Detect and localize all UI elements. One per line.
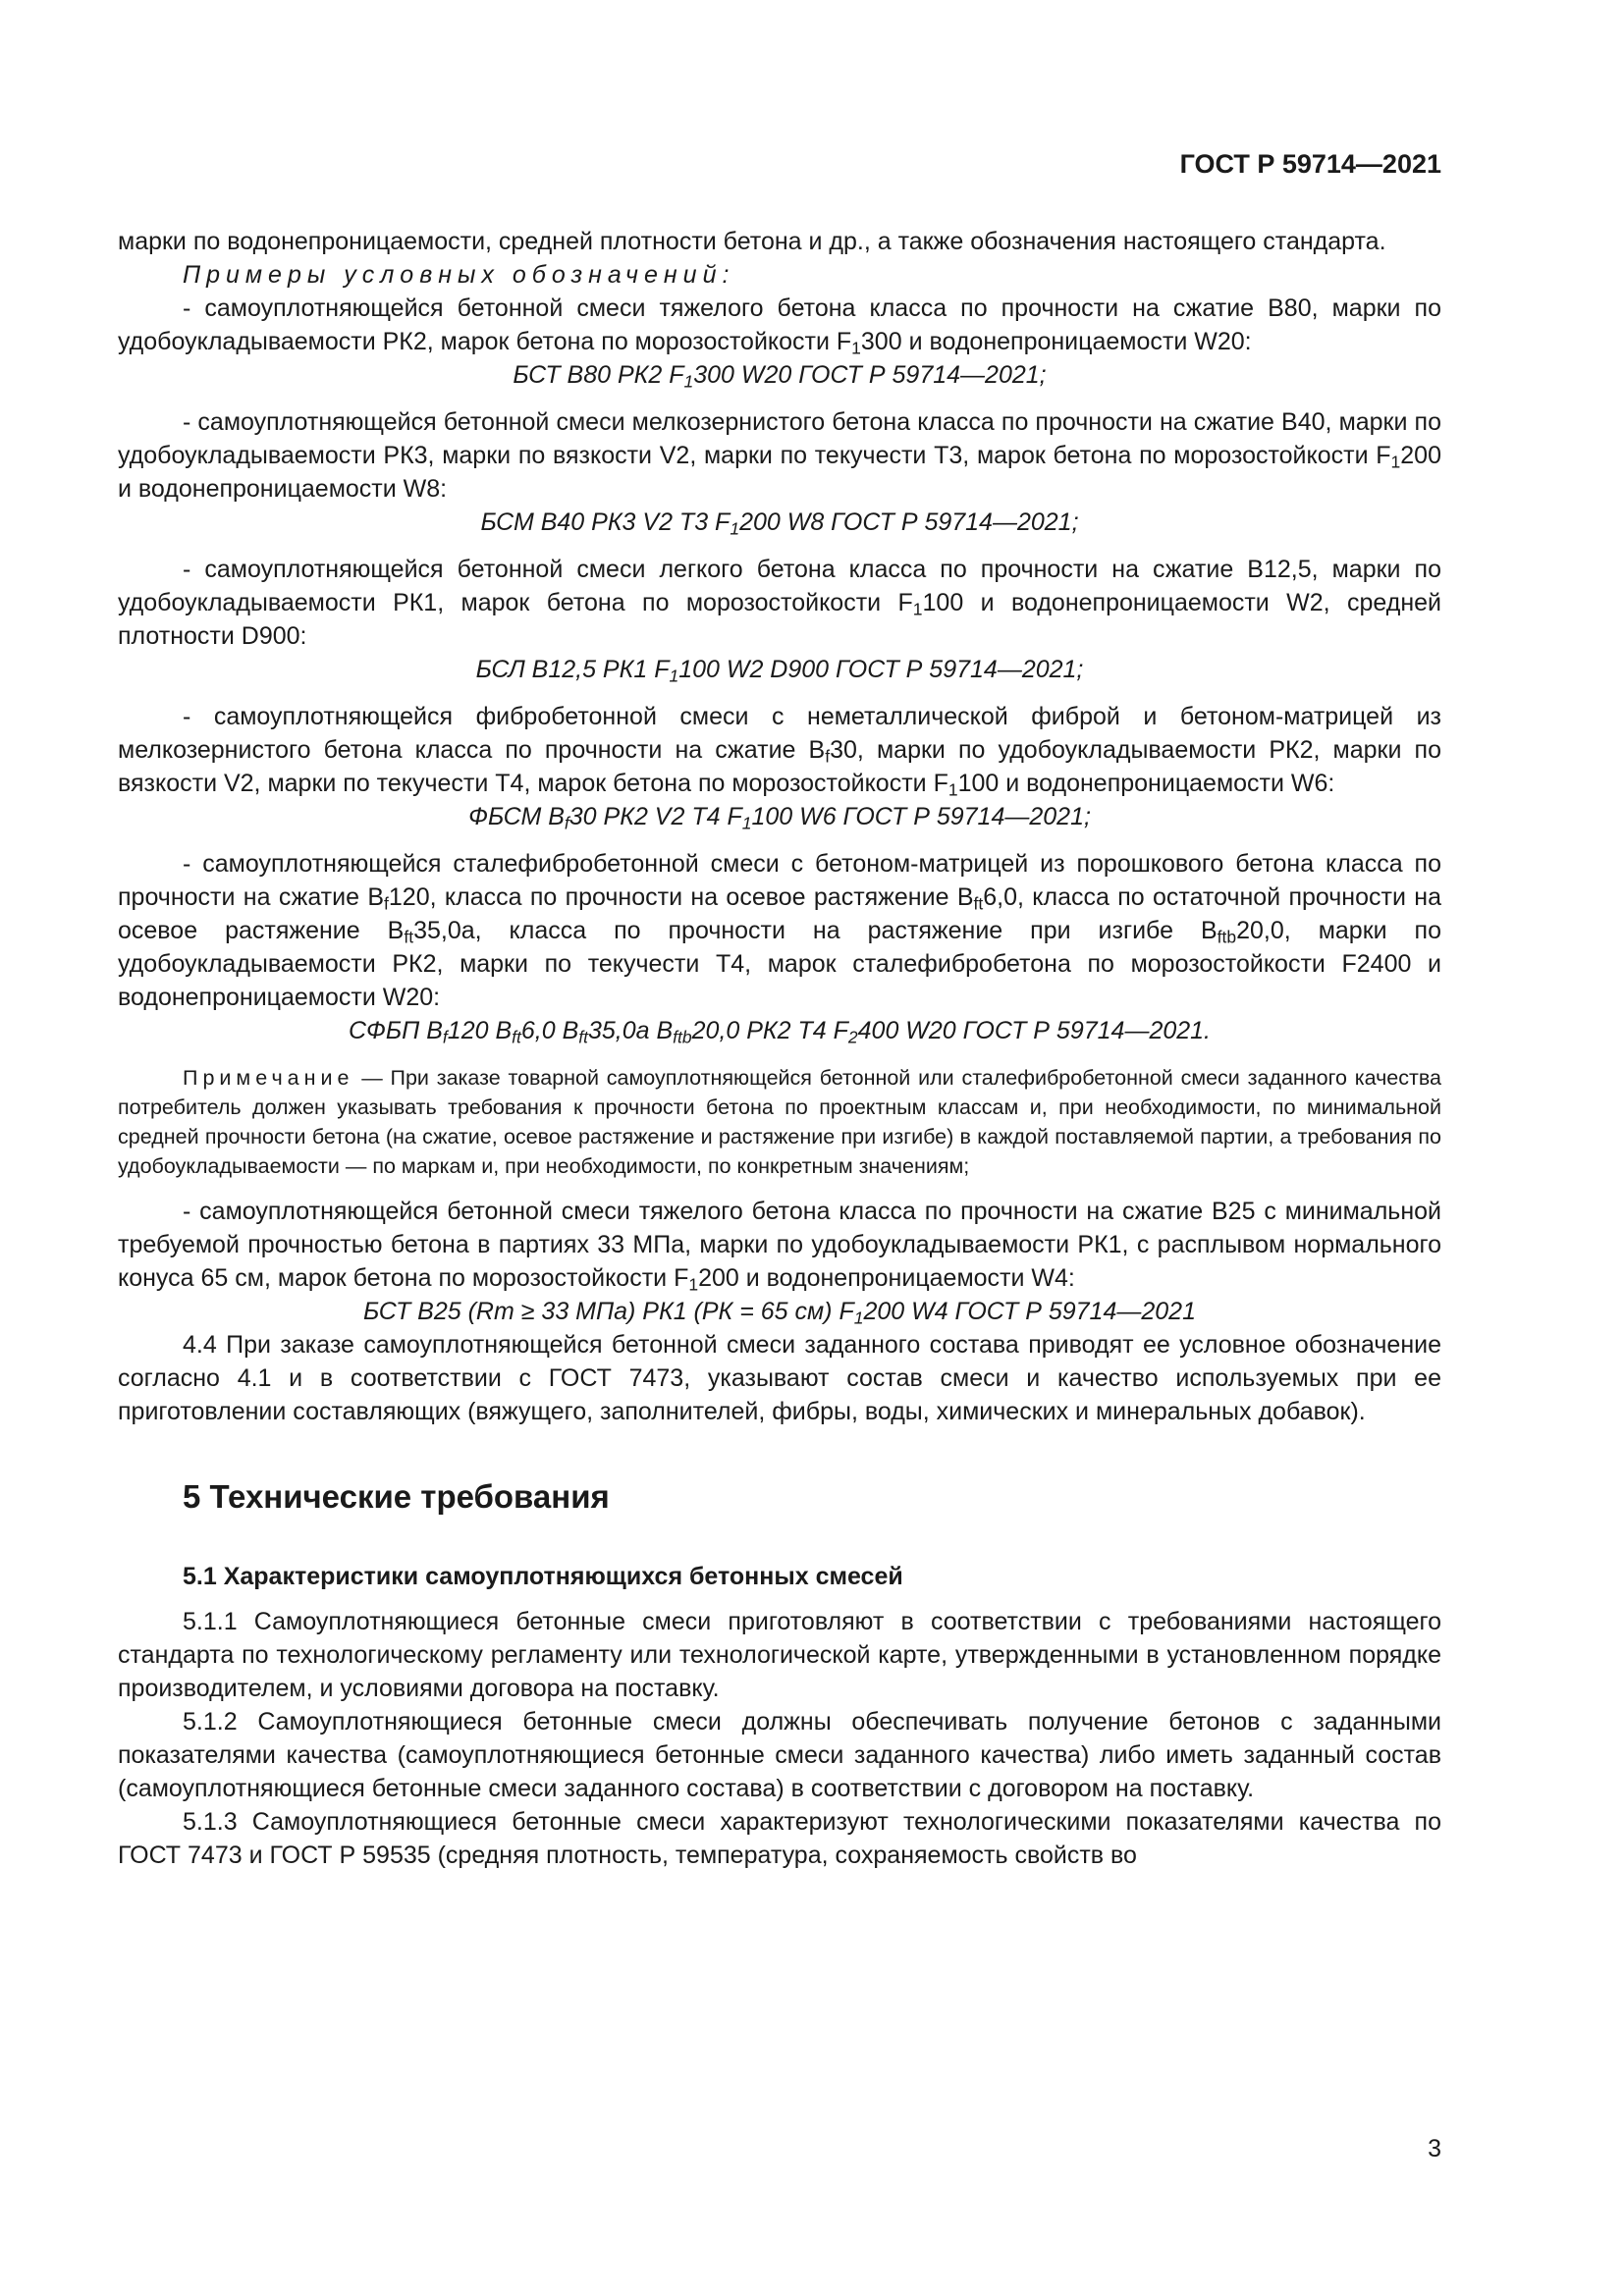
example-2-formula: БСМ B40 РК3 V2 Т3 $F_1200$ W8 ГОСТ Р 59714—2021; — [480, 508, 1079, 539]
example-4-formula: ФБСМ $B_f30$ РК2 V2 Т4 $F_1100$ W6 ГОСТ Р 59714—2021; — [468, 803, 1091, 833]
example-6-text: - самоуплотняющейся бетонной смеси тяжелого бетона класса по прочности на сжатие B25 с минимальной требуемой прочностью бетона в партиях 33 МПа, марки по удобоукладываемости РК1, с расплывом нормального конуса 65 см, марок бетона по морозостойкости $F_1200$ и водонепроницаемости W4: — [118, 1198, 1441, 1295]
example-1-text: - самоуплотняющейся бетонной смеси тяжелого бетона класса по прочности на сжатие B80, марки по удобоукладываемости РК2, марок бетона по морозостойкости $F_1300$ и водонепроницаемости W20: — [118, 294, 1441, 358]
page-number: 3 — [1428, 2135, 1441, 2163]
paragraph-4-4: 4.4 При заказе самоуплотняющейся бетонной смеси заданного состава приводят ее условное обозначение согласно 4.1 и в соответствии с ГОСТ 7473, указывают состав смеси и качество используемых при ее приготовлении составляющих (вяжущего, заполнителей, фибры, воды, химических и минеральных добавок). — [118, 1331, 1441, 1425]
example-3-formula: БСЛ B12,5 РК1 $F_1100$ W2 D900 ГОСТ Р 59714—2021; — [475, 656, 1084, 686]
paragraph-5-1-1: 5.1.1 Самоуплотняющиеся бетонные смеси приготовляют в соответствии с требованиями настоящего стандарта по технологическому регламенту или технологической карте, утвержденными в установленном порядке производителем, и условиями договора на поставку. — [118, 1608, 1441, 1702]
paragraph-5-1-2: 5.1.2 Самоуплотняющиеся бетонные смеси должны обеспечивать получение бетонов с заданными показателями качества (самоуплотняющиеся бетонные смеси заданного качества) либо иметь заданный состав (самоуплотняющиеся бетонные смеси заданного состава) в соответствии с договором на поставку. — [118, 1708, 1441, 1802]
section-5-1-heading: 5.1 Характеристики самоуплотняющихся бетонных смесей — [183, 1563, 903, 1590]
example-4-text: - самоуплотняющейся фибробетонной смеси с неметаллической фиброй и бетоном-матрицей из мелкозернистого бетона класса по прочности на сжатие $B_f30$, марки по удобоукладываемости РК2, марки по вязкости V2, марки по текучести Т4, марок бетона по морозостойкости $F_1100$ и водонепроницаемости W6: — [118, 703, 1441, 800]
document-body — [118, 225, 1441, 1872]
example-6-formula: БСТ B25 (Rт ≥ 33 МПа) РК1 (РК = 65 см) $F_1200$ W4 ГОСТ Р 59714—2021 — [363, 1298, 1196, 1328]
example-1-formula: БСТ B80 РК2 $F_1300$ W20 ГОСТ Р 59714—2021; — [513, 361, 1047, 392]
paragraph-continued: марки по водонепроницаемости, средней плотности бетона и др., а также обозначения настоящего стандарта. — [118, 228, 1386, 255]
example-5-text: - самоуплотняющейся сталефибробетонной смеси с бетоном-матрицей из порошкового бетона класса по прочности на сжатие $B_f120$, класса по прочности на осевое растяжение $B_{ft}6,0$, класса по остаточной прочности на осевое растяжение $B_{ft}35,0а$, класса по прочности на растяжение при изгибе $B_{ftb}20,0$, марки по удобоукладываемости РК2, марки по текучести Т4, марок сталефибробетона по морозостойкости F2400 и водонепроницаемости W20: — [118, 850, 1442, 1011]
example-5-formula: СФБП $B_f120$ $B_{ft}6,0$ $B_{ft}35,0а$ $B_{ftb}20,0$ РК2 Т4 $F_2400$ W20 ГОСТ Р 59714—2021. — [348, 1017, 1212, 1047]
section-5-heading: 5 Технические требования — [183, 1478, 610, 1515]
document-header: ГОСТ Р 59714—2021 — [1179, 149, 1441, 179]
example-2-text: - самоуплотняющейся бетонной смеси мелкозернистого бетона класса по прочности на сжатие B40, марки по удобоукладываемости РК3, марки по вязкости V2, марки по текучести Т3, марок бетона по морозостойкости $F_1200$ и водонепроницаемости W8: — [118, 408, 1441, 503]
paragraph-5-1-3: 5.1.3 Самоуплотняющиеся бетонные смеси характеризуют технологическими показателями качества по ГОСТ 7473 и ГОСТ Р 59535 (средняя плотность, температура, сохраняемость свойств во — [118, 1808, 1441, 1869]
note-label: Примечание — [183, 1066, 354, 1090]
examples-title: Примеры условных обозначений: — [183, 261, 735, 289]
example-3-text: - самоуплотняющейся бетонной смеси легкого бетона класса по прочности на сжатие B12,5, марки по удобоукладываемости РК1, марок бетона по морозостойкости $F_1100$ и водонепроницаемости W2, средней плотности D900: — [118, 556, 1442, 650]
note-paragraph — [118, 1063, 1441, 1181]
note-text: — При заказе товарной самоуплотняющейся бетонной или сталефибробетонной смеси заданного качества потребитель должен указывать требования к прочности бетона по проектным классам и, при необходимости, по минимальной средней прочности бетона (на сжатие, осевое растяжение и растяжение при изгибе) в каждой поставляемой партии, а требования по удобоукладываемости — по маркам и, при необходимости, по конкретным значениям; — [118, 1066, 1441, 1178]
